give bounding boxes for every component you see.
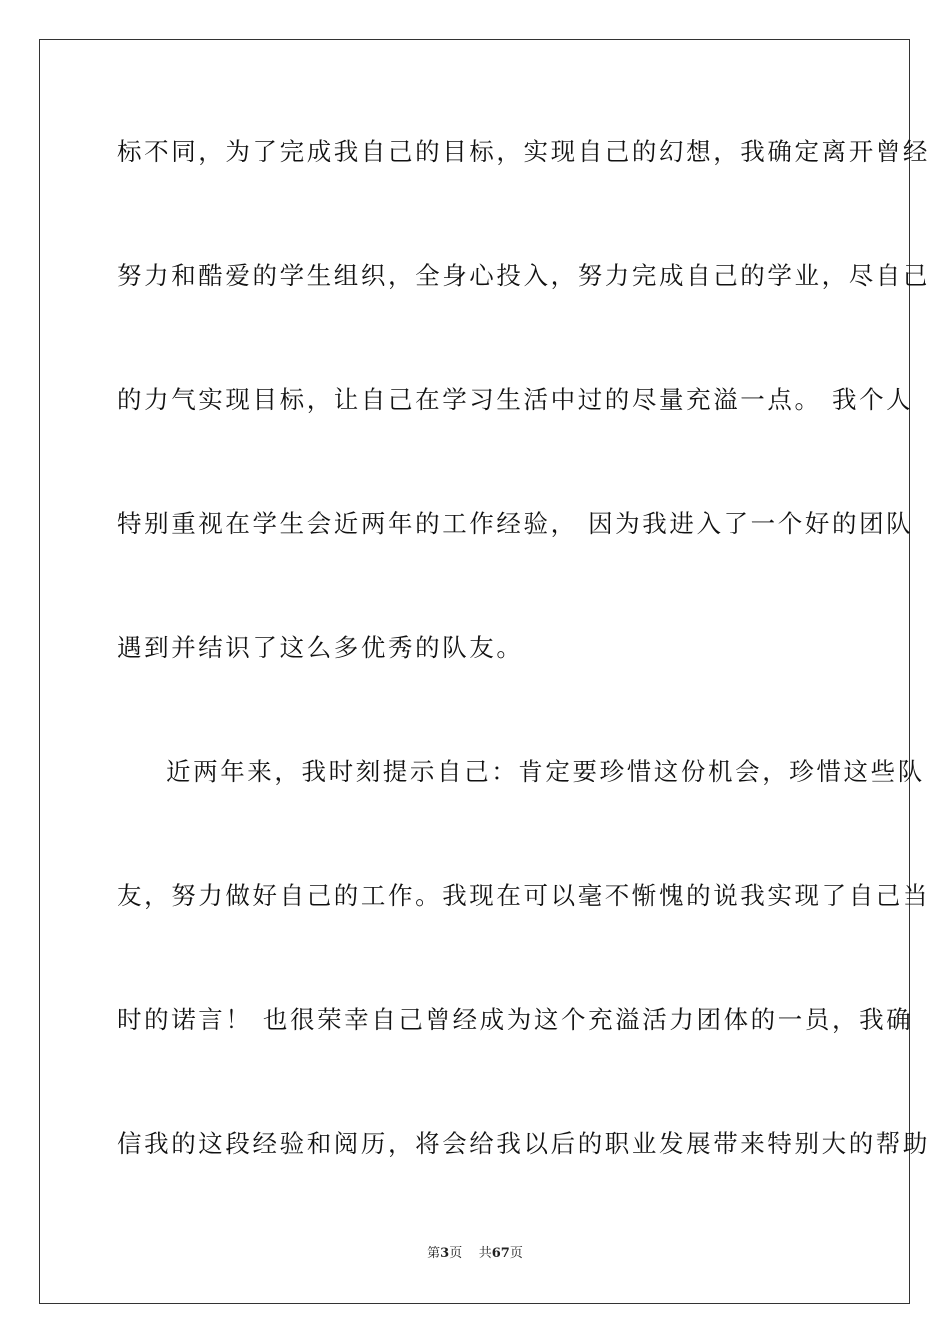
page-footer — [0, 1245, 950, 1263]
text-line: 信我的这段经验和阅历，将会给我以后的职业发展带来特别大的帮助 — [117, 1129, 930, 1158]
text-line: 友，努力做好自己的工作。我现在可以毫不惭愧的说我实现了自己当 — [117, 881, 930, 910]
text-line: 努力和酷爱的学生组织，全身心投入，努力完成自己的学业，尽自己 — [117, 261, 930, 290]
page-number: 3 — [440, 1246, 450, 1261]
page-suffix: 页 — [449, 1246, 463, 1261]
text-line: 时的诺言！ 也很荣幸自己曾经成为这个充溢活力团体的一员，我确 — [117, 1005, 914, 1034]
text-line: 遇到并结识了这么多优秀的队友。 — [117, 633, 524, 662]
total-pages: 67 — [491, 1246, 510, 1261]
text-line: 标不同，为了完成我自己的目标，实现自己的幻想，我确定离开曾经 — [117, 137, 930, 166]
text-line: 特别重视在学生会近两年的工作经验， 因为我进入了一个好的团队 — [117, 509, 914, 538]
total-prefix: 共 — [478, 1246, 492, 1261]
page-frame — [39, 39, 930, 1304]
total-suffix: 页 — [509, 1246, 523, 1261]
page-prefix: 第 — [427, 1246, 441, 1261]
paragraph-first-line: 近两年来，我时刻提示自己：肯定要珍惜这份机会，珍惜这些队 — [166, 757, 925, 786]
text-line: 的力气实现目标，让自己在学习生活中过的尽量充溢一点。 我个人 — [117, 385, 914, 414]
